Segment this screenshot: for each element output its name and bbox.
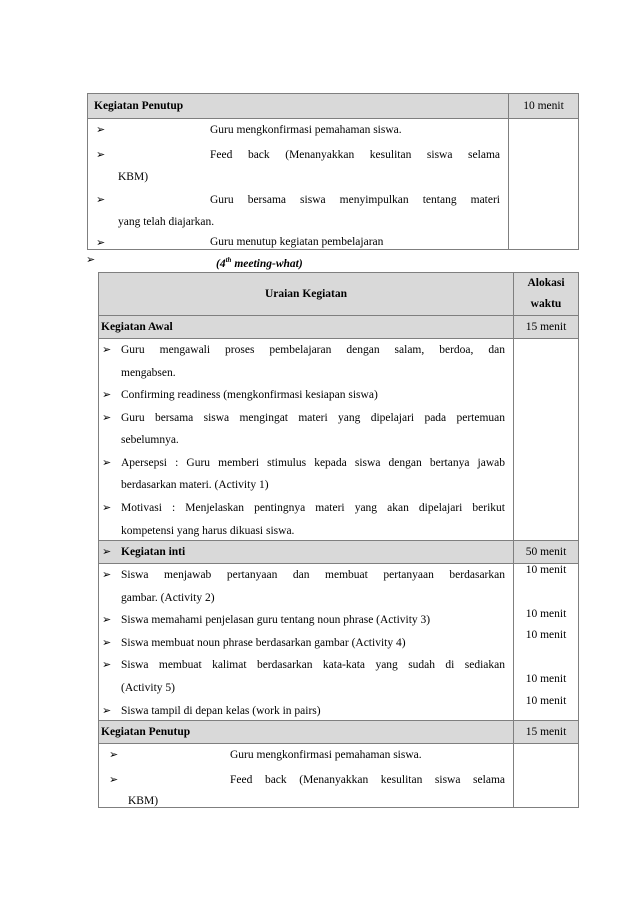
bullet-arrow-icon: ➢: [109, 748, 119, 761]
list-item: ➢ Guru menutup kegiatan pembelajaran: [96, 235, 384, 249]
bullet-arrow-icon: ➢: [102, 343, 112, 356]
bullet-arrow-icon: ➢: [96, 123, 106, 136]
list-item: ➢ Siswa memahami penjelasan guru tentang noun phrase (Activity 3): [99, 609, 513, 632]
kegiatan-inti-time: 50 menit: [514, 541, 579, 564]
list-item: ➢ Siswa menjawab pertanyaan dan membuat pertanyaan berdasarkan: [99, 564, 513, 587]
list-item: ➢ Apersepsi : Guru memberi stimulus kepada siswa dengan bertanya jawab: [99, 452, 513, 475]
kegiatan-penutup-header: Kegiatan Penutup: [88, 94, 509, 119]
list-item: ➢ Feed back (Menanyakkan kesulitan siswa selama: [99, 769, 513, 792]
bullet-arrow-icon: ➢: [86, 253, 96, 266]
kegiatan-inti-time-cell: [514, 564, 579, 721]
bullet-arrow-icon: ➢: [102, 455, 112, 469]
list-item: ➢ Confirming readiness (mengkonfirmasi kesiapan siswa): [99, 384, 513, 407]
closing-activities-table-1: [87, 93, 579, 250]
kegiatan-penutup-time-cell: [509, 119, 579, 250]
bullet-arrow-icon: ➢: [102, 410, 112, 424]
bullet-arrow-icon: ➢: [109, 772, 119, 786]
kegiatan-awal-time: 15 menit: [514, 316, 579, 339]
alokasi-waktu-header: Alokasi waktu: [514, 273, 579, 316]
meeting-activities-table: [98, 272, 579, 808]
bullet-arrow-icon: ➢: [102, 388, 112, 401]
bullet-arrow-icon: ➢: [102, 635, 112, 649]
list-item: ➢ Siswa tampil di depan kelas (work in pairs): [99, 699, 513, 719]
time-allocation: 10 menit: [525, 695, 567, 707]
kegiatan-awal-body: ➢ Guru mengawali proses pembelajaran dengan salam, berdoa, dan mengabsen. ➢ Confirming readiness (mengkonfirmasi kesiapan siswa) ➢ Guru bersama siswa mengingat materi yang dipelajari pada pertemuan sebelumnya. ➢ Apersepsi : Guru memberi stimulus kepada siswa dengan bertanya jawab berdasarkan materi. (Activity 1) ➢ Motivasi : Menjelaskan pentingnya materi yang akan dipelajari berikut kompetensi yang harus dikuasi siswa.: [99, 339, 514, 541]
kegiatan-penutup-time-2: 15 menit: [514, 721, 579, 744]
kegiatan-inti-body: ➢ Siswa menjawab pertanyaan dan membuat pertanyaan berdasarkan gambar. (Activity 2) ➢ Siswa memahami penjelasan guru tentang noun phrase (Activity 3) ➢ Siswa membuat noun phrase berdasarkan gambar (Activity 4) ➢ Siswa membuat kalimat berdasarkan kata-kata yang sudah di sediakan (Activity 5) ➢ Siswa tampil di depan kelas (work in pairs): [99, 564, 514, 721]
kegiatan-penutup-time: 10 menit: [509, 94, 579, 119]
kegiatan-awal-header: Kegiatan Awal: [99, 316, 514, 339]
list-item: ➢ Feed back (Menanyakkan kesulitan siswa selama: [88, 144, 508, 167]
bullet-arrow-icon: ➢: [102, 658, 112, 671]
time-allocation: 10 menit: [525, 564, 567, 576]
bullet-arrow-icon: ➢: [102, 613, 112, 626]
list-item: ➢ Siswa membuat kalimat berdasarkan kata-kata yang sudah di sediakan: [99, 654, 513, 677]
list-item: ➢ Motivasi : Menjelaskan pentingnya materi yang akan dipelajari berikut: [99, 497, 513, 520]
meeting-heading: ➢ (4th meeting-what): [86, 250, 486, 270]
kegiatan-penutup-time-cell-2: [514, 744, 579, 808]
bullet-arrow-icon: ➢: [96, 147, 106, 161]
bullet-arrow-icon: ➢: [96, 192, 106, 206]
list-item: ➢ Guru mengkonfirmasi pemahaman siswa.: [88, 119, 508, 142]
list-item: ➢ Siswa membuat noun phrase berdasarkan gambar (Activity 4): [99, 632, 513, 655]
uraian-kegiatan-header: Uraian Kegiatan: [99, 273, 514, 316]
bullet-arrow-icon: ➢: [102, 704, 112, 717]
list-item: ➢ Guru bersama siswa menyimpulkan tentang materi: [88, 189, 508, 212]
bullet-arrow-icon: ➢: [96, 235, 106, 249]
kegiatan-inti-header: ➢ Kegiatan inti: [99, 541, 514, 564]
time-allocation: 10 menit: [525, 608, 567, 620]
bullet-arrow-icon: ➢: [102, 545, 112, 558]
kegiatan-penutup-header-2: Kegiatan Penutup: [99, 721, 514, 744]
list-item: ➢ Guru bersama siswa mengingat materi yang dipelajari pada pertemuan: [99, 407, 513, 430]
bullet-arrow-icon: ➢: [102, 568, 112, 581]
kegiatan-penutup-body-2: ➢ Guru mengkonfirmasi pemahaman siswa. ➢ Feed back (Menanyakkan kesulitan siswa selama KBM): [99, 744, 514, 808]
time-allocation: 10 menit: [525, 673, 567, 685]
list-item: ➢ Guru mengawali proses pembelajaran dengan salam, berdoa, dan: [99, 339, 513, 362]
kegiatan-awal-time-cell: [514, 339, 579, 541]
list-item: ➢ Guru mengkonfirmasi pemahaman siswa.: [99, 744, 513, 767]
bullet-arrow-icon: ➢: [102, 500, 112, 514]
kegiatan-penutup-body: ➢ Guru mengkonfirmasi pemahaman siswa. ➢ Feed back (Menanyakkan kesulitan siswa selama KBM) ➢ Guru bersama siswa menyimpulkan tentang materi yang telah diajarkan. ➢ Guru menutup kegiatan pembelajaran: [88, 119, 509, 250]
time-allocation: 10 menit: [525, 629, 567, 641]
